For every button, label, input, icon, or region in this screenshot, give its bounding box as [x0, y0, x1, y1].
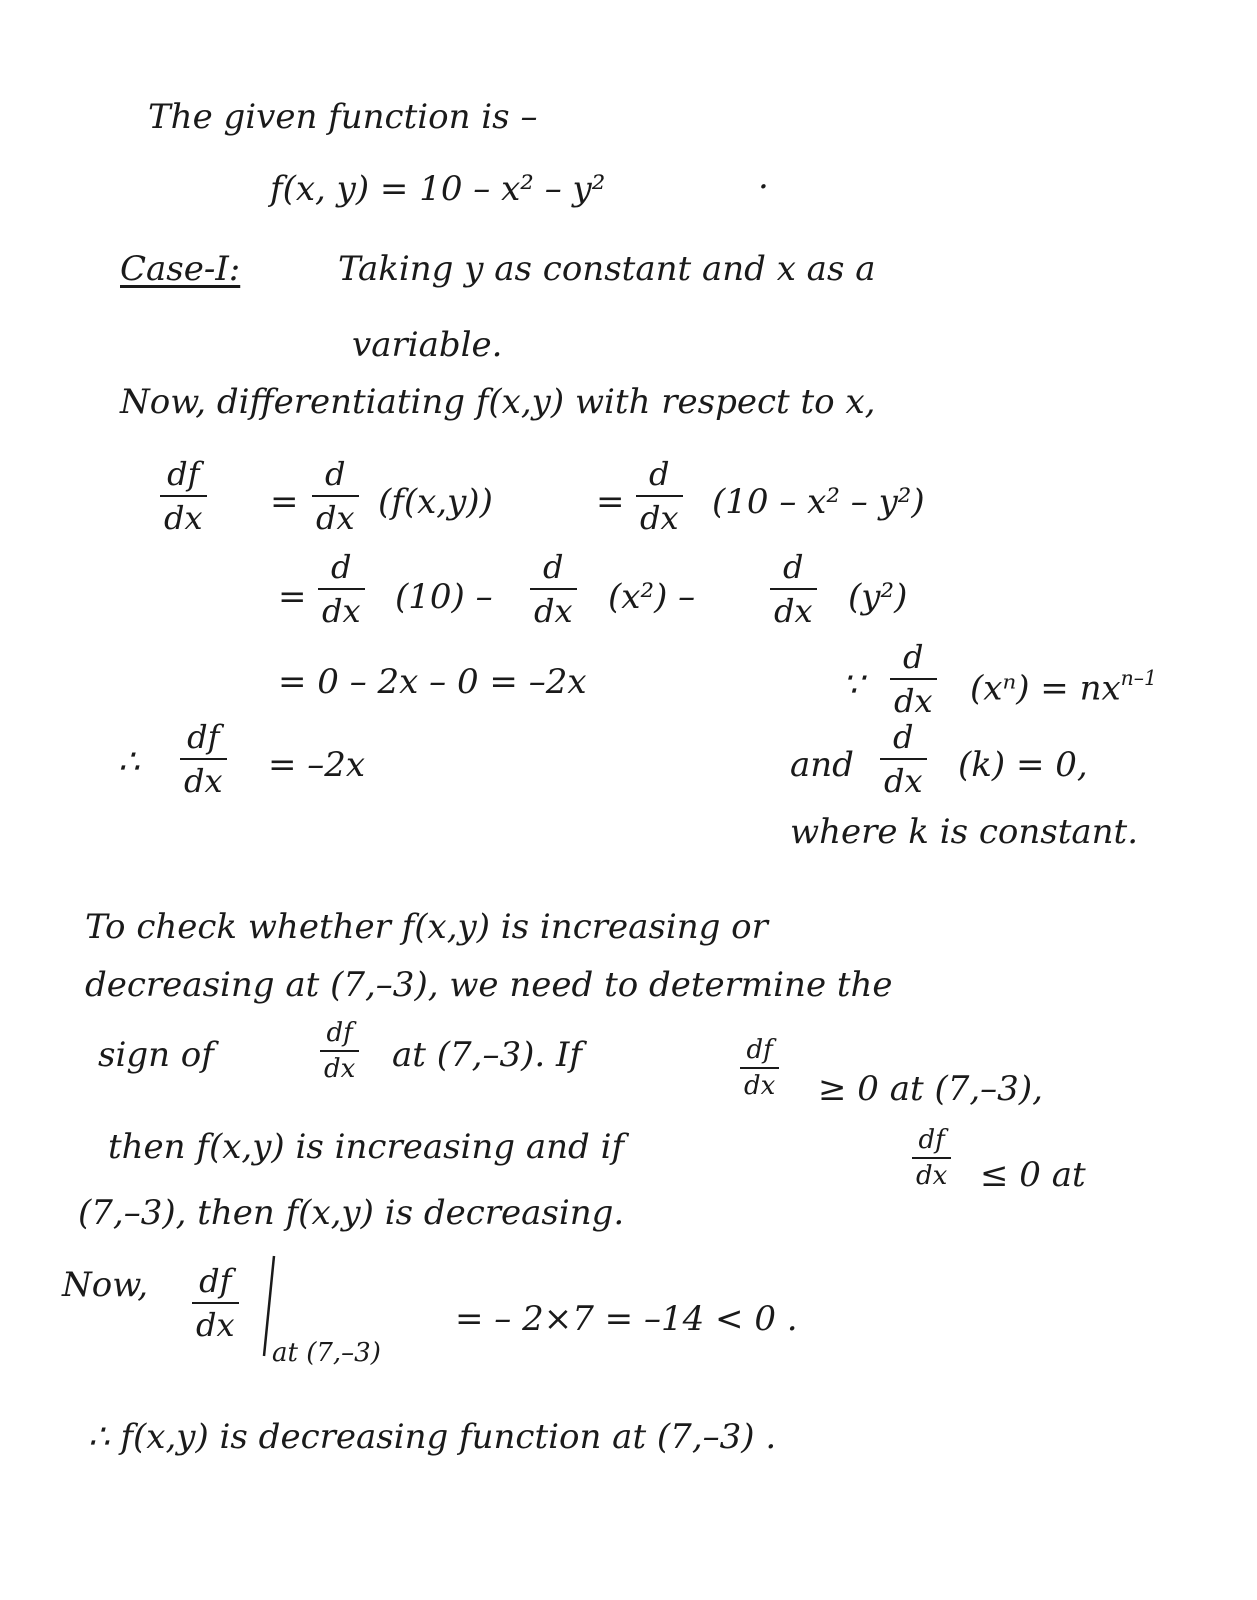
fraction-bar	[192, 1302, 239, 1304]
case-label: Case-I:	[120, 249, 241, 289]
equals-sign: =	[596, 482, 625, 522]
derivative-result: = –2x	[268, 745, 366, 785]
paragraph-line-4a: then f(x,y) is increasing and if	[108, 1127, 625, 1167]
derivation-term: (y²)	[848, 577, 908, 617]
therefore-symbol: ∴	[118, 742, 140, 782]
operator-denominator: dx	[316, 499, 355, 537]
fraction-denominator: dx	[324, 1054, 356, 1084]
evaluation-point: at (7,–3)	[272, 1338, 381, 1368]
df-dx-fraction	[740, 1035, 779, 1101]
paragraph-line-3c: ≥ 0 at (7,–3),	[818, 1069, 1043, 1109]
fraction-bar	[160, 495, 207, 497]
fraction-numerator: df	[199, 1262, 232, 1300]
fraction-numerator: df	[918, 1125, 945, 1155]
power-rule-exponent: n–1	[1120, 666, 1157, 690]
operator-numerator: d	[893, 718, 914, 756]
fraction-bar	[740, 1067, 779, 1069]
paragraph-line-3b: at (7,–3). If	[392, 1035, 582, 1075]
equals-sign: =	[278, 577, 307, 617]
power-rule-body: (xⁿ) = nx	[970, 668, 1121, 709]
derivation-term: (x²) –	[608, 577, 696, 617]
operator-denominator: dx	[534, 592, 573, 630]
fraction-denominator: dx	[184, 762, 223, 800]
fraction-bar	[320, 1050, 359, 1052]
df-dx-fraction	[192, 1262, 239, 1344]
d-dx-operator	[890, 638, 937, 720]
df-dx-fraction	[180, 718, 227, 800]
fraction-denominator: dx	[196, 1306, 235, 1344]
paragraph-line-1: To check whether f(x,y) is increasing or	[85, 907, 768, 947]
paragraph-line-3a: sign of	[98, 1035, 214, 1075]
fraction-denominator: dx	[916, 1161, 948, 1191]
operator-numerator: d	[325, 455, 346, 493]
df-dx-fraction	[320, 1018, 359, 1084]
df-dx-fraction	[160, 455, 207, 537]
operator-denominator: dx	[640, 499, 679, 537]
intro-line: The given function is –	[148, 97, 538, 137]
d-dx-operator	[880, 718, 927, 800]
evaluation-result: = – 2×7 = –14 < 0 .	[455, 1299, 798, 1339]
fraction-bar	[912, 1157, 951, 1159]
now-label: Now,	[62, 1265, 149, 1305]
equals-sign: =	[270, 482, 299, 522]
paragraph-line-4b: ≤ 0 at	[980, 1155, 1086, 1195]
fraction-bar	[530, 588, 577, 590]
case-text-line2: variable.	[352, 325, 503, 365]
derivation-term: (f(x,y))	[378, 482, 493, 522]
fraction-bar	[180, 758, 227, 760]
df-dx-fraction	[912, 1125, 951, 1191]
fraction-bar	[890, 678, 937, 680]
operator-numerator: d	[649, 455, 670, 493]
conclusion: ∴ f(x,y) is decreasing function at (7,–3) .	[88, 1417, 777, 1457]
d-dx-operator	[770, 548, 817, 630]
function-dot: .	[758, 157, 769, 197]
fraction-bar	[312, 495, 359, 497]
power-rule	[970, 666, 1157, 709]
fraction-numerator: df	[167, 455, 200, 493]
constant-note: where k is constant.	[790, 812, 1139, 852]
differentiation-intro: Now, differentiating f(x,y) with respect to x,	[120, 382, 876, 422]
operator-numerator: d	[903, 638, 924, 676]
fraction-numerator: df	[746, 1035, 773, 1065]
fraction-bar	[636, 495, 683, 497]
function-definition: f(x, y) = 10 – x² – y²	[270, 169, 606, 209]
operator-numerator: d	[331, 548, 352, 586]
derivation-line-3: = 0 – 2x – 0 = –2x	[278, 662, 587, 702]
operator-numerator: d	[783, 548, 804, 586]
fraction-denominator: dx	[164, 499, 203, 537]
operator-denominator: dx	[884, 762, 923, 800]
constant-rule: (k) = 0,	[958, 745, 1088, 785]
operator-denominator: dx	[894, 682, 933, 720]
d-dx-operator	[636, 455, 683, 537]
fraction-numerator: df	[326, 1018, 353, 1048]
paragraph-line-2: decreasing at (7,–3), we need to determine the	[85, 965, 893, 1005]
operator-denominator: dx	[322, 592, 361, 630]
d-dx-operator	[318, 548, 365, 630]
fraction-bar	[880, 758, 927, 760]
because-symbol: ∵	[842, 665, 864, 705]
case-text-line1: Taking y as constant and x as a	[338, 249, 876, 289]
fraction-numerator: df	[187, 718, 220, 756]
and-word: and	[790, 745, 854, 785]
paragraph-line-5: (7,–3), then f(x,y) is decreasing.	[78, 1193, 625, 1233]
derivation-term: (10 – x² – y²)	[712, 482, 925, 522]
fraction-bar	[770, 588, 817, 590]
d-dx-operator	[530, 548, 577, 630]
fraction-denominator: dx	[744, 1071, 776, 1101]
operator-denominator: dx	[774, 592, 813, 630]
operator-numerator: d	[543, 548, 564, 586]
d-dx-operator	[312, 455, 359, 537]
derivation-term: (10) –	[395, 577, 493, 617]
fraction-bar	[318, 588, 365, 590]
